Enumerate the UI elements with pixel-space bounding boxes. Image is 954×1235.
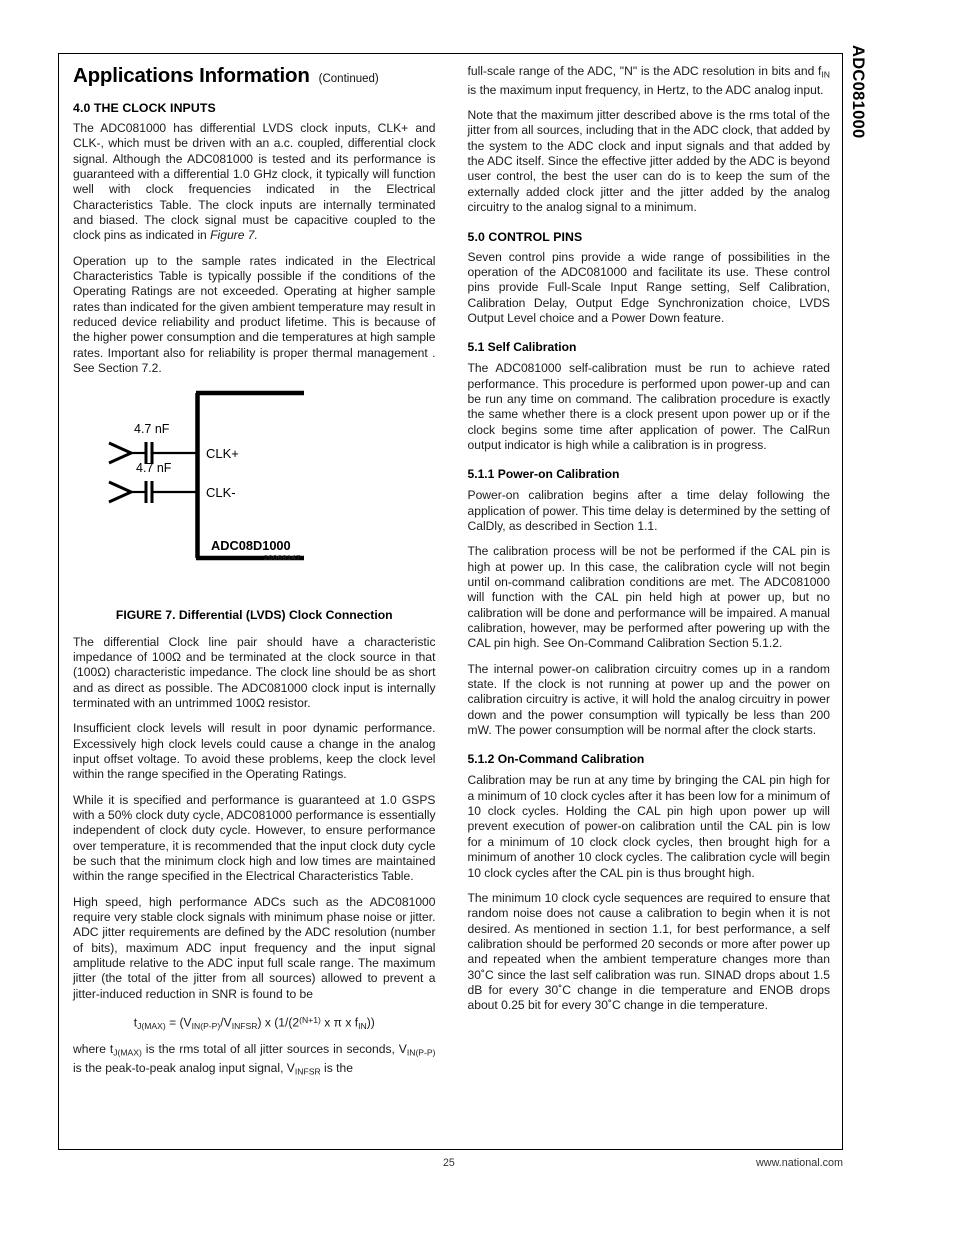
page-number: 25 [443, 1157, 455, 1169]
pin-label-clk-minus: CLK- [206, 484, 236, 500]
page-title-continued: (Continued) [318, 73, 379, 85]
paragraph-on-command-cal-2: The minimum 10 clock cycle sequences are required to ensure that random noise does not cause a calibration to begin when it is not desired. As mentioned in section 1.1, for best performance, a self calibration should be performed 20 seconds or more after power up and repeated when the ambient temperature changes more than 30˚C since the last self calibration was run. SINAD drops about 1.5 dB for every 30˚C change in die temperature and ENOB drops about 0.25 bit for every 30˚C change in die temperature. [467, 890, 830, 1013]
heading-section-5-1-1: 5.1.1 Power-on Calibration [467, 467, 620, 482]
figure-7-reference: Figure 7. [210, 228, 258, 243]
jitter-formula: $t_{J(MAX)} = (V_{IN(P-P)}/V_{INFSR})$ x ($1/(2^{(N+1)}$ x π x $f_{IN}$)) [133, 1015, 375, 1032]
heading-section-4: 4.0 THE CLOCK INPUTS [73, 101, 216, 115]
figure-7-caption: FIGURE 7. Differential (LVDS) Clock Connection [115, 607, 393, 622]
clk-plus-source-symbol [109, 443, 131, 463]
paragraph-clock-inputs-2: Operation up to the sample rates indicated in the Electrical Characteristics Table is typically possible if the conditions of the Operating Ratings are not exceeded. Operating at higher sample rates than indicated for the given ambient temperature may result in reduced device reliability and product lifetime. This is because of the higher power consumption and die temperatures at high sample rates. Important also for reliability is proper thermal management . See Section 7.2. [73, 253, 436, 376]
right-column [468, 64, 831, 1134]
pin-label-clk-plus: CLK+ [206, 445, 240, 461]
page-title-text: Applications Information [73, 64, 310, 87]
figure-7-schematic [104, 387, 404, 565]
paragraph-jitter-note: Note that the maximum jitter described above is the rms total of the jitter from all sources, including that in the ADC clock, that added by the system to the ADC clock and input signals and that added by the ADC itself. Since the effective jitter added by the ADC is beyond user control, the best the user can do is to keep the sum of the externally added clock jitter and the jitter added by the analog circuitry to the analog signal to a minimum. [467, 108, 830, 215]
paragraph-duty-cycle: While it is specified and performance is guaranteed at 1.0 GSPS with a 50% clock duty cycle, ADC081000 performance is essentially independent of clock duty cycle. However, to ensure performance over temperature, it is recommended that the input clock duty cycle be such that the minimum clock high and low times are maintained within the range specified in the Electrical Characteristics Table. [73, 792, 436, 884]
paragraph-formula-legend-cont: full-scale range of the ADC, "N" is the ADC resolution in bits and $f_{IN}$ is the maximum input frequency, in Hertz, to the ADC analog input. [467, 64, 830, 97]
paragraph-jitter-intro: High speed, high performance ADCs such as the ADC081000 require very stable clock signals with minimum phase noise or jitter. ADC jitter requirements are defined by the ADC resolution (number of bits), maximum ADC input frequency and the input signal amplitude relative to the ADC input full scale range. The maximum jitter (the total of the jitter from all sources) allowed to prevent a jitter-induced reduction in SNR is found to be [73, 894, 436, 1001]
two-column-layout [73, 64, 830, 1134]
heading-section-5: 5.0 CONTROL PINS [467, 229, 583, 244]
page-frame [58, 53, 843, 1150]
capacitor-bottom-value: 4.7 nF [136, 460, 172, 475]
paragraph-power-on-cal-3: The internal power-on calibration circuitry comes up in a random state. If the clock is not running at power up and the power on calibration circuitry is active, it will hold the analog circuitry in power down and the power consumption will typically be less than 200 mW. The power consumption will be normal after the clock starts. [467, 661, 830, 738]
heading-section-5-1: 5.1 Self Calibration [467, 340, 577, 355]
paragraph-self-calibration: The ADC081000 self-calibration must be run to achieve rated performance. This procedure is performed upon power-up and can be run any time on command. The calibration procedure is exactly the same whether there is a clock present upon power up or if the clock begins some time after application of power. The CalRun output indicator is high while a calibration is in progress. [467, 361, 830, 452]
page-footer [58, 1157, 843, 1177]
paragraph-impedance: The differential Clock line pair should have a characteristic impedance of 100Ω and be terminated at the clock source in that (100Ω) characteristic impedance. The clock line should be as short and as direct as possible. The ADC081000 clock input is internally terminated with an untrimmed 100Ω resistor. [73, 634, 436, 710]
paragraph-formula-legend: where $t_{J(MAX)}$ is the rms total of all jitter sources in seconds, $V_{IN(P-P)}$ is the peak-to-peak analog input signal, $V_{INFSR}$ is the [73, 1042, 436, 1077]
page-title [73, 64, 436, 88]
paragraph-power-on-cal-1: Power-on calibration begins after a time delay following the application of power. This time delay is determined by the setting of CalDly, as described in Section 1.1. [467, 488, 830, 533]
capacitor-top-value: 4.7 nF [134, 421, 170, 436]
paragraph-power-on-cal-2: The calibration process will be not be performed if the CAL pin is high at power up. In this case, the calibration cycle will not begin until on-command calibration conditions are met. The ADC081000 will function with the CAL pin held high at power up, but no calibration will be done and performance will be impaired. A manual calibration, however, may be performed after powering up with the CAL pin high. See On-Command Calibration Section 5.1.2. [467, 544, 830, 651]
paragraph-on-command-cal-1: Calibration may be run at any time by bringing the CAL pin high for a minimum of 10 clock cycles after it has been low for a minimum of 10 clock cycles. Holding the CAL pin high upon power up will prevent execution of power-on calibration until the CAL pin is low for a minimum of 10 clock clock cycles, then brought high for a minimum of another 10 clock cycles. The calibration cycle will begin 10 clock cycles after the CAL pin is thus brought high. [467, 773, 830, 880]
paragraph-clock-levels: Insufficient clock levels will result in poor dynamic performance. Excessively high clock levels could cause a change in the analog input offset voltage. To avoid these problems, keep the clock level within the range specified in the Operating Ratings. [73, 721, 436, 782]
heading-section-5-1-2: 5.1.2 On-Command Calibration [467, 752, 645, 767]
figure-7 [73, 387, 436, 602]
clk-minus-source-symbol [109, 482, 131, 502]
figure-drawing-id: 20068147 [263, 552, 301, 562]
paragraph-control-pins: Seven control pins provide a wide range of possibilities in the operation of the ADC081000 and facilitate its use. These control pins provide Full-Scale Input Range setting, Self Calibration, Calibration Delay, Output Edge Synchronization choice, LVDS Output Level choice and a Power Down feature. [467, 249, 830, 325]
device-part-label: ADC08D1000 [211, 537, 291, 553]
left-column [73, 64, 436, 1134]
footer-website-link[interactable]: www.national.com [755, 1157, 843, 1169]
side-part-number-label: ADC081000 [849, 45, 867, 139]
paragraph-clock-inputs-1: The ADC081000 has differential LVDS clock inputs, CLK+ and CLK-, which must be driven with an a.c. coupled, differential clock signal. Although the ADC081000 is tested and its performance is guaranteed with a differential 1.0 GHz clock, it typically will function well with clock frequencies indicated in the Electrical Characteristics Table. The clock inputs are internally terminated and biased. The clock signal must be capacitive coupled to the clock pins as indicated in Figure 7. [73, 121, 436, 243]
